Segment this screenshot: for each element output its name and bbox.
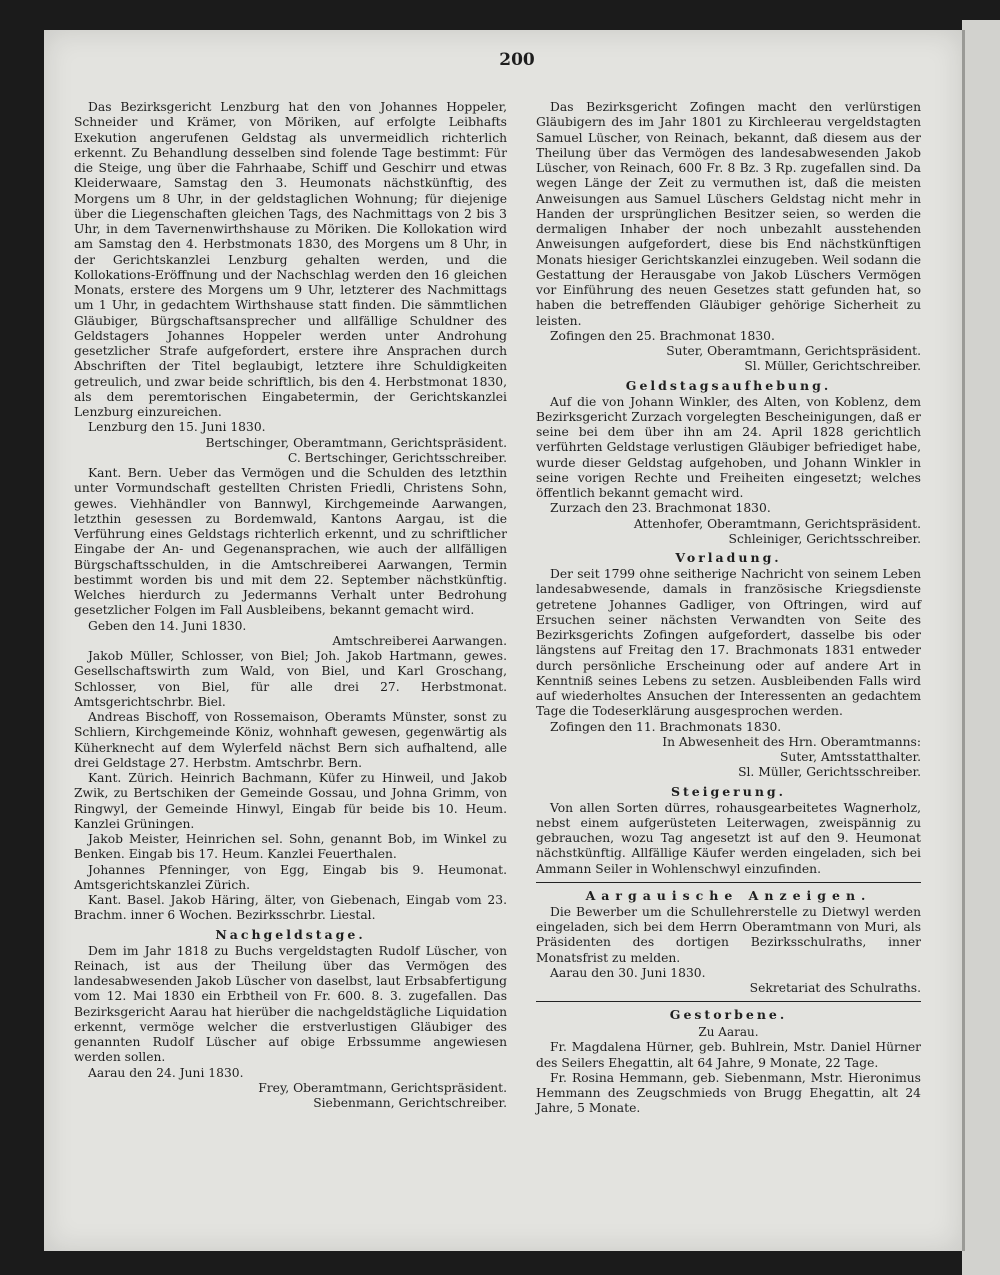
notice-nachgeldstag-body: Dem im Jahr 1818 zu Buchs vergeldstagten Rudolf Lüscher, von Reinach, ist aus der Theilung über das Vermögen des landesabwesenden Jakob Lüscher von daselbst, laut Erbsabfertigung vom 12. Mai 1830 ein Erbtheil von Fr. 600. 8. 3. zugefallen. Das Bezirksgericht Aarau hat hierüber die nachgeldstägliche Liquidation erkennt, vermöge welcher die erstverlustigen Gläubiger des genannten Rudolf Lüscher auf obige Erbssumme angewiesen werden sollen. — [74, 943, 507, 1065]
notice-schullehrer-date: Aarau den 30. Juni 1830. — [550, 965, 706, 980]
notice-bern-date: Geben den 14. Juni 1830. — [88, 618, 247, 633]
notice-lenzburg-signature: Bertschinger, Oberamtmann, Gerichtspräsident. — [205, 435, 507, 450]
notice-winkler-date: Zurzach den 23. Brachmonat 1830. — [550, 501, 771, 516]
notice-nachgeldstag-signature: Frey, Oberamtmann, Gerichtspräsident. — [258, 1080, 507, 1095]
section-divider — [536, 882, 921, 883]
section-divider — [536, 1001, 921, 1002]
death-notice: Fr. Rosina Hemmann, geb. Siebenmann, Mstr. Hieronimus Hemmann des Zeugschmieds von Brugg Ehegattin, alt 24 Jahre, 5 Monate. — [536, 1070, 921, 1116]
notice-steigerung-body: Von allen Sorten dürres, rohausgearbeitetes Wagnerholz, nebst einem aufgerüsteten Leiterwagen, zweispännig zu gebrauchen, wozu Tag angesetzt ist auf den 9. Heumonat nächstkünftig. Allfällige Käufer werden eingeladen, sich bei Ammann Seiler in Wohlenschwyl einzufinden. — [536, 800, 921, 876]
notice-gadliger-date: Zofingen den 11. Brachmonats 1830. — [550, 719, 782, 734]
notice-bischoff: Andreas Bischoff, von Rossemaison, Oberamts Münster, sonst zu Schliern, Kirchgemeinde Köniz, wohnhaft gewesen, gegenwärtig als Küherknecht auf dem Wylerfeld nächst Bern sich aufhaltend, alle drei Geldstage 27. Herbstm. Amtschrbr. Bern. — [74, 710, 507, 770]
notice-gadliger-signature: In Abwesenheit des Hrn. Oberamtmanns: — [662, 734, 921, 749]
notice-meister: Jakob Meister, Heinrichen sel. Sohn, genannt Bob, im Winkel zu Benken. Eingab bis 17. Heum. Kanzlei Feuerthalen. — [74, 832, 507, 862]
notice-bern-signature: Amtschreiberei Aarwangen. — [332, 633, 507, 648]
notice-lenzburg-signature: C. Bertschinger, Gerichtsschreiber. — [287, 450, 507, 465]
notice-bern-body: Kant. Bern. Ueber das Vermögen und die Schulden des letzthin unter Vormundschaft gestellten Christen Friedli, Christens Sohn, gewes. Viehhändler von Bannwyl, Kirchgemeinde Aarwangen, letzthin gesessen zu Bordemwald, Kantons Aargau, ist die Verführung eines Geldstags richterlich erkennt, und zu schriftlicher Eingabe der An- und Gegenansprachen, wie auch der allfälligen Bürgschaftsschulden, in die Amtschreiberei Aarwangen, Termin bestimmt worden bis und mit dem 22. September nächstkünftig. Welches hierdurch zu Jedermanns Verhalt unter Bedrohung gesetzlicher Folgen im Fall Ausbleibens, bekannt gemacht wird. — [74, 466, 507, 618]
notice-lenzburg-date: Lenzburg den 15. Juni 1830. — [88, 420, 266, 435]
notice-schullehrer-signature: Sekretariat des Schulraths. — [749, 981, 921, 995]
page-number: 200 — [499, 50, 535, 70]
notice-winkler-signature: Attenhofer, Oberamtmann, Gerichtspräsident. — [633, 516, 921, 531]
notice-zofingen-signature: Sl. Müller, Gerichtschreiber. — [744, 359, 921, 374]
death-notice: Fr. Magdalena Hürner, geb. Buhlrein, Mstr. Daniel Hürner des Seilers Ehegattin, alt 64 Jahre, 9 Monate, 22 Tage. — [536, 1040, 921, 1070]
section-heading-vorladung: Vorladung. — [675, 550, 782, 565]
notice-pfenninger: Johannes Pfenninger, von Egg, Eingab bis 9. Heumonat. Amtsgerichtskanzlei Zürich. — [74, 862, 507, 892]
notice-gadliger-body: Der seit 1799 ohne seitherige Nachricht von seinem Leben landesabwesende, damals in französische Kriegsdienste getretene Johannes Gadliger, von Oftringen, wird auf Ersuchen seiner nächsten Verwandten von Seite des Bezirksgerichts Zofingen aufgefordert, dasselbe bis oder längstens auf Freitag den 17. Brachmonats 1831 entweder durch persönliche Erscheinung oder auf andere Art in Kenntniß seines Lebens zu setzen. Ausbleibenden Falls wird auf wiederholtes Ansuchen der Interessenten an gedachtem Tage die Todeserklärung ausgesprochen werden. — [536, 567, 921, 719]
notice-nachgeldstag-signature: Siebenmann, Gerichtschreiber. — [313, 1096, 507, 1110]
notice-gadliger-signature: Suter, Amtsstatthalter. — [779, 750, 921, 764]
left-column — [74, 100, 507, 1111]
notice-nachgeldstag-date: Aarau den 24. Juni 1830. — [88, 1065, 244, 1080]
section-heading-geldstagsaufhebung: Geldstagsaufhebung. — [625, 377, 832, 393]
notice-basel: Kant. Basel. Jakob Häring, älter, von Giebenach, Eingab vom 23. Brachm. inner 6 Wochen. Bezirksschrbr. Liestal. — [74, 893, 507, 923]
section-heading-steigerung: Steigerung. — [670, 783, 787, 799]
section-heading-aargauische-anzeigen: Aargauische Anzeigen. — [585, 887, 872, 903]
notice-schullehrer-body: Die Bewerber um die Schullehrerstelle zu Dietwyl werden eingeladen, sich bei dem Herrn Oberamtmann von Muri, als Präsidenten des dortigen Bezirksschulraths, inner Monatsfrist zu melden. — [536, 904, 921, 965]
notice-winkler-signature: Schleiniger, Gerichtsschreiber. — [728, 531, 921, 546]
subheading-zu-aarau: Zu Aarau. — [698, 1025, 759, 1040]
adjacent-page-edge — [962, 20, 1000, 1275]
notice-mueller: Jakob Müller, Schlosser, von Biel; Joh. Jakob Hartmann, gewes. Gesellschaftswirth zum Wald, von Biel, und Karl Groschang, Schlosser, von Biel, für alle drei 27. Herbstmonat. Amtsgerichtschrbr. Biel. — [74, 649, 507, 709]
section-heading-nachgeldstage: Nachgeldstage. — [215, 926, 366, 942]
notice-lenzburg-body: Das Bezirksgericht Lenzburg hat den von Johannes Hoppeler, Schneider und Krämer, von Möriken, auf erfolgte Leibhafts Exekution angerufenen Geldstag als unvermeidlich richterlich erkennt. Zu Behandlung desselben sind folende Tage bestimmt: Für die Steige, ung über die Fahrhaabe, Schiff und Geschirr und etwas Kleiderwaare, Samstag den 3. Heumonats nächstkünftig, des Morgens um 8 Uhr, in der geldstaglichen Wohnung; für diejenige über die Liegenschaften gleichen Tags, des Nachmittags von 2 bis 3 Uhr, in dem Tavernenwirthshause zu Möriken. Die Kollokation wird am Samstag den 4. Herbstmonats 1830, des Morgens um 8 Uhr, in der Gerichtskanzlei Lenzburg gehalten werden, und die Kollokations-Eröffnung und der Nachschlag werden den 16 gleichen Monats, erstere des Morgens um 9 Uhr, letzterer des Nachmittags um 1 Uhr, in gedachtem Wirthshause statt finden. Die sämmtlichen Gläubiger, Bürgschaftsansprecher und allfällige Schuldner des Geldstagers Johannes Hoppeler werden unter Androhung gesetzlicher Strafe aufgefordert, erstere ihre Ansprachen durch Abschriften der Titel beglaubigt, letztere ihre Schuldigkeiten getreulich, und zwar beide schriftlich, bis den 4. Herbstmonat 1830, als dem peremtorischen Eingabetermin, der Gerichtskanzlei Lenzburg einzureichen. — [74, 100, 507, 419]
notice-zofingen-body: Das Bezirksgericht Zofingen macht den verlürstigen Gläubigern des im Jahr 1801 zu Kirchleerau vergeldstagten Samuel Lüscher, von Reinach, bekannt, daß diesem aus der Theilung über das Vermögen des landesabwesenden Jakob Lüscher, von Reinach, 600 Fr. 8 Bz. 3 Rp. zugefallen sind. Da wegen Länge der Zeit zu vermuthen ist, daß die meisten Anweisungen aus Samuel Lüschers Geldstag nicht mehr in Handen der ursprünglichen Besitzer seien, so werden die dermaligen Inhaber der noch unbezahlt ausstehenden Anweisungen aufgefordert, diese bis End nächstkünftigen Monats hiesiger Gerichtskanzlei einzugeben. Weil sodann die Gestattung der Herausgabe von Jakob Lüschers Vermögen vor Einführung des neuen Gesetzes statt gefunden hat, so haben die betreffenden Gläubiger gehörige Sicherheit zu leisten. — [536, 100, 921, 328]
notice-zurich: Kant. Zürich. Heinrich Bachmann, Küfer zu Hinweil, und Jakob Zwik, zu Bertschiken der Gemeinde Gossau, und Johna Grimm, von Ringwyl, der Gemeinde Hinwyl, Eingab für beide bis 10. Heum. Kanzlei Grüningen. — [74, 771, 507, 831]
section-heading-gestorbene: Gestorbene. — [669, 1007, 788, 1023]
notice-zofingen-signature: Suter, Oberamtmann, Gerichtspräsident. — [666, 344, 921, 358]
notice-gadliger-signature: Sl. Müller, Gerichtsschreiber. — [738, 765, 921, 780]
notice-zofingen-date: Zofingen den 25. Brachmonat 1830. — [550, 328, 775, 343]
notice-winkler-body: Auf die von Johann Winkler, des Alten, von Koblenz, dem Bezirksgericht Zurzach vorgelegten Bescheinigungen, daß er seine bei dem über ihn am 24. April 1828 gerichtlich verführten Geldstage verlustigen Gläubiger befriediget habe, wurde dieser Geldstag aufgehoben, und Johann Winkler in seine vorigen Rechte und Freiheiten eingesetzt; welches öffentlich bekannt gemacht wird. — [536, 394, 921, 500]
right-column — [536, 100, 921, 1117]
